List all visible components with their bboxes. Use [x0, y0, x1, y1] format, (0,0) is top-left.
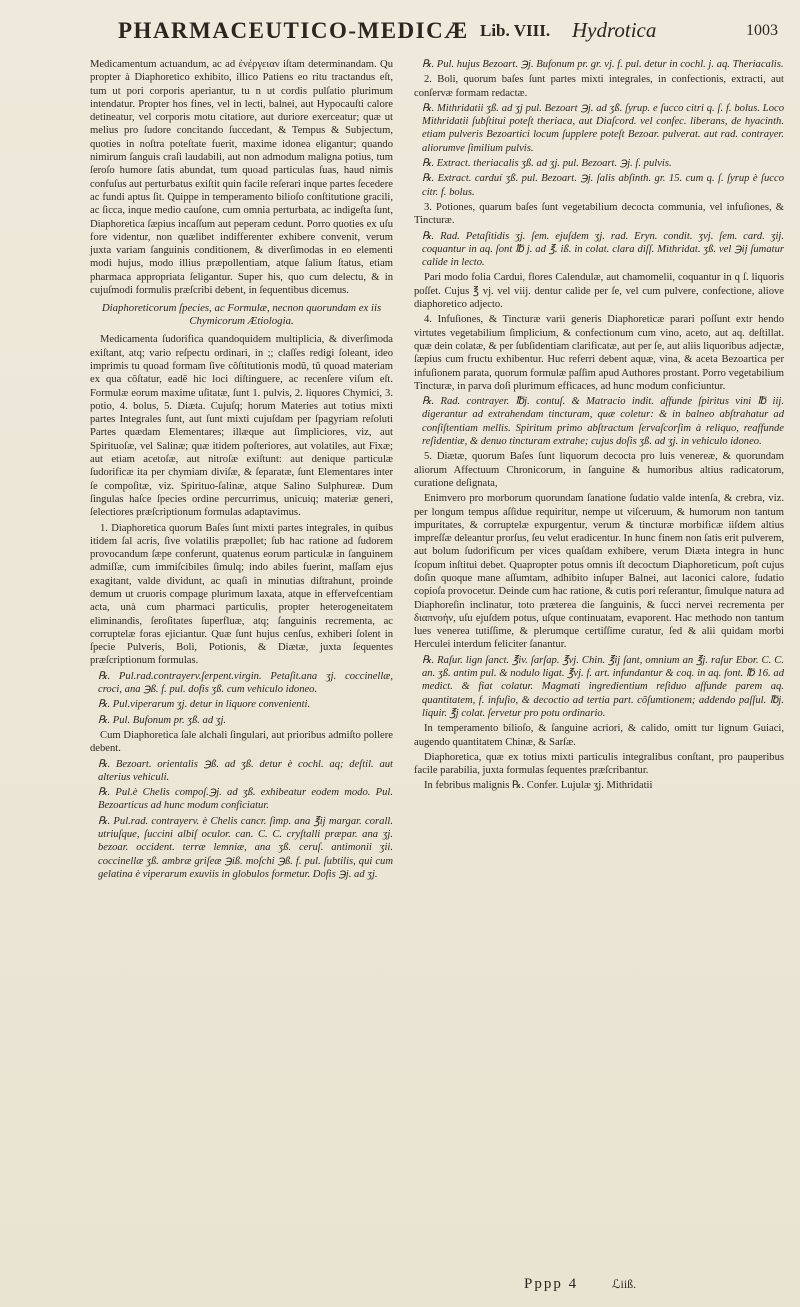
prescription: ℞. Pul.rad. contrayerv. è Chelis cancr. ſimp. ana ℥ij margar. corall. utriuſque, ſuccini albiſ oculor. can. C. C. cryſtalli præpar. ana ʒj. bezoar. occident. terræ lemniæ, ana ʒß. ceruſ. antimonii ʒii. coccinellæ ʒß. ambræ griſeæ ℈iß. moſchi ℈ß. f. pul. ſubtilis, qui cum gelatina è viperarum exuviis in globulos formetur. Dofis ℈j. ad ʒj. [98, 815, 393, 880]
prescription: ℞. Pul.è Chelis compoſ.℈j. ad ʒß. exhibeatur eodem modo. Pul. Bezoarticus ad hunc modum conficiatur. [98, 787, 393, 812]
left-column [90, 58, 393, 883]
paragraph: Medicamenta ſudorifica quandoquidem multiplicia, & diverſimoda exiſtant, atq; vario reſpectu ordinari, in ;; claſſes redigi ſoleant, ideo imprimis tu quoad formam ſive cõſtitutionis modũ, tũ quoad materiam ex qua cõſtatur, eadẽ hic loci diſtinguere, ac recenſere viſum eſt. Formulæ eorum maxime uſitatæ, ſunt 1. pulvis, 2. liquores Chymici, 3. potio, 4. bolus, 5. Diæta. Cujuſq; horum Materies aut totius mixti partes Integrales ſunt, aut ſunt mixti cujuſdam per ſpagyriam reſoluti Partes quædam Elementares; illæque aut ſimpliciores, viz, aut Spirituoſæ, vel Salinæ; quæ itidem poſteriores, aut volatiles, aut Fixæ; aut etiam acetoſæ, aut nitroſæ exiſtunt: aut denique particulæ ſudorificæ ita per chymiam diviſæ, & ſeparatæ, ſunt Elementares inter ſe compoſitæ, viz. Spirituo-ſalinæ, atque Salino Sulphureæ. Dum ſingulas haſce ſpecies ordine percurrimus, unicuiq; materiæ generi, ſelectiores præſcriptionum formulas adaptavimus. [90, 334, 393, 519]
prescription: ℞. Rad. Petaſitidis ʒj. ſem. ejuſdem ʒj. rad. Eryn. condit. ʒvj. ſem. card. ʒij. coquantur in aq. ſont ℔ j. ad ℥. iß. in colat. clara diſſ. Mithridat. ʒß. vel ℈ij ſumatur calide in lecto. [422, 230, 784, 269]
prescription: ℞. Pul.viperarum ʒj. detur in liquore convenienti. [98, 699, 311, 711]
paragraph: 2. Boli, quorum baſes ſunt partes mixti integrales, in confectionis, extracti, aut conſervæ formam redactæ. [414, 74, 784, 99]
prescription: ℞. Rad. contrayer. ℔j. contuſ. & Matracio indit. affunde ſpiritus vini ℔ iij. digerantur ad extrahendam tincturam, quæ coletur: & in balneo abſtrahatur ad conſiſtentiam mellis. Spiritum primo abſtractum ſervaſcorſim à reliquo, reaffunde reſidentiæ, & denuo tincturam extrahe; cujus doſis ʒß. ad ʒj. in vehiculo idoneo. [422, 396, 784, 448]
page-header [0, 10, 800, 64]
paragraph: In temperamento bilioſo, & ſanguine acriori, & calido, omitt tur lignum Guiaci, augendo quantitatem Chinæ, & Sarſæ. [414, 723, 784, 748]
prescription: ℞. Pul. Bufonum pr. ʒß. ad ʒj. [98, 714, 227, 726]
prescription: ℞. Extract. carduí ʒß. pul. Bezoart. ℈j. ſalis abſinth. gr. 15. cum q. ſ. ſyrup è ſucco citr. f. bolus. [422, 173, 784, 198]
page-footer [524, 1276, 636, 1293]
running-title: PHARMACEUTICO-MEDICÆ [118, 18, 469, 43]
prescription: ℞. Extract. theriacalis ʒß. ad ʒj. pul. Bezoart. ℈j. f. pulvis. [422, 158, 672, 170]
section-title: Hydrotica [572, 18, 657, 42]
paragraph: 3. Potiones, quarum baſes ſunt vegetabilium decocta communia, vel infuſiones, & Tincturæ. [414, 201, 784, 227]
prescription: ℞. Bezoart. orientalis ℈ß. ad ʒß. detur è cochl. aq; deſtil. aut alterius vehiculi. [98, 758, 393, 783]
prescription: ℞. Pul.rad.contrayerv.ſerpent.virgin. Petaſit.ana ʒj. coccinellæ, croci, ana ℈ß. f. pul. dofis ʒß. cum vehiculo idoneo. [98, 670, 393, 696]
prescription: ℞. Raſur. lign ſanct. ℥iv. ſarſap. ℥vj. Chin. ℥ij ſant, omnium an ℥j. raſur Ebor. C. C. an. ʒß. antim pul. & nodulo ligat. ℥vj. f. art. infundantur & coq. in aq. font. ℔ 16. ad medict. & fiat colatur. Magmati ingredientium reſiduo affunde parem aq. quantitatem, f. infuſio, & decoctio ad tertia part. cõſumtionem; addendo paſſul. ℔j. liquir. ℥j colat. ſervetur pro potu ordinario. [422, 654, 784, 719]
prescription: ℞. Mithridatii ʒß. ad ʒj pul. Bezoart ℈j. ad ʒß. ſyrup. e ſucco citri q. ſ. f. bolus. Loco Mithridatii ſubſtitui poteſt theriaca, aut Diaſcord. vel confec. liberans, de hyacinth. etiam pulveris Bezoartici locum ſupplere poteſt Bezoar. pulverat. aut rad. contrayer. aliorumve ſimilium pulvis. [422, 102, 784, 154]
paragraph: Medicamentum actuandum, ac ad ἐνέργειαν iſtam determinandam. Qu propter à Diaphoretico exhibito, illico Patiens eo ritu tractandus eſt, tum ut pori corporis aperiantur, tu n ut cordis pulſatio plurimum intendatur. Propter hos fines, vel in lecti, balnei, aut Hypocauſti calore detineatur, vel corporis motu citatiore, aut duriore exerceatur; quæ ut melius pro ſudore concitando ſuccedant, & Tempus & Subjectum, quoties in noſtra poteſtate fuerit, maxime idonea eligantur; quando nimirum ſanguis craſi laudabili, aut non admodum maligna potius, tum ſeroſo humore ſatis abundat, tum quoad particulas ſuas, haud nimis confuſus aut perturbatus exiſtit quin facile reſerari inque partes ſecedere ac fundi aptus ſit. Quippe in temperamento bilioſo conſtitutione gracili, ac ſicca, inque medio cauſone, cum omnia perturbata, ac indigeſta ſunt, Diaphoretica ſæpius incaſſum aut peperam cedunt. Porro quoties ex uſu fore videntur, non quælibet indifferenter exhibere convenit, verum juxta variam ſanguinis conditionem, & diverſimodas in eo elementi modi hujus, modo illius præpollentiam, atque ſalium ſtatus, etiam pharmaca appropriata ſeligantur. Super his, quo cum delectu, & in cujuſmodi formulis præſcribi debent, in ſequentibus dicemus. [90, 59, 393, 297]
paragraph: 5. Diætæ, quorum Baſes ſunt liquorum decocta pro luis venereæ, & quorundam aliorum Affectuum Chronicorum, in ſanguine & humoribus altius radicatorum, curatione deſignata, [414, 451, 784, 489]
paragraph: In febribus malignis ℞. Confer. Lujulæ ʒj. Mithridatii [424, 780, 653, 792]
prescription: ℞. Pul. hujus Bezoart. ℈j. Bufonum pr. gr. vj. f. pul. detur in cochl. j. aq. Theriacalis. [422, 59, 784, 70]
signature-mark: Pppp 4 [524, 1276, 579, 1292]
paragraph: 4. Infuſiones, & Tincturæ varii generis Diaphoreticæ parari poſſunt extr hendo virtutes vegetabilium ſimplicium, & confectionum cum vino, aceto, aut aq. deſtillat. quæ dein colatæ, & per ſubſidentiam clarificatæ, aut per ſe, aut aliis liquoribus adjectæ, ſæpius cum fructu exhibentur. Huc referri debent aquæ, vina, & aceta Bezoartica per infuſionem parata, quorum formulæ paſſim apud Authores prostant. Porro vegetabilium Tincturæ, in parva doſi plurimum efficaces, ad hunc modum conficiuntur. [414, 314, 784, 392]
paragraph: Enimvero pro morborum quorundam ſanatione ſudatio valde intenſa, & crebra, viz. per longum tempus aſſidue requiritur, nempe ut viſceruum, & humorum non tantum impuritates, & corruptelæ expurgentur, verum & tincturæ morbificæ iiſdem altius impreſſæ deleantur prorſus, ſeu velut eradicentur. In hunc finem non ſatis erit pulverem, aut bolum ſudorificum per vices quaſdam exhibere, verum Diæta integra in hunc ſcopum inſtitui debet. Quapropter potus omnis iſt decoctum Diaphoreticum, poſt cujus doſin quoque mane aſſumtam, adhibito inſuper Balnei, aut laconici calore, ſudatio copioſa provocetur. Deinde cum hac ratione, & cutis pori reſerantur, ſimulque natura ad Diaphoreſin inclinatur, toto præterea die ſanguinis, & ſucci nervei recrementa per διαπνοὴν, uſu ejuſdem potus, uſque continuatam, evaporent. Hac methodo non tantum lues venerea tutiſſime, & plerumque certiſſime curatur, ſed & alii quidam morbi Herculei interdum feliciter ſanantur. [414, 493, 784, 651]
paragraph: 1. Diaphoretica quorum Baſes ſunt mixti partes integrales, in quibus itidem ſal acris, ſive volatilis præpollet; ſub hac ratione ad ſudorem provocandum ſæpe conferunt, quatenus eorum particulæ in ſanguinem admiſſæ, cum immiſcibiles ſimulq; indo abiles fuerint, maſſam ejus exagitant, valde dividunt, ac quaſi in minutias diſtrahunt, proinde demum ut cruoris compage plurimum laxata, atque in effervefcentiam acta, unà cum pharmaci particulis, propter heterogeneitatem eliminandis, ſeroſitates ſuperfluæ, atq; ſanguinis recrementa, ac corruptelæ foras ejiciantur. Quæ ſunt hujus cenſus, exhiberi ſolent in ſpecie Pulveris, Boli, Potionis, & Diætæ, juxta ſequentes præſcriptionum formulas. [90, 522, 393, 667]
right-column [414, 58, 784, 795]
book-number: Lib. VIII. [480, 21, 551, 40]
paragraph: Pari modo folia Cardui, flores Calendulæ, aut chamomelii, coquantur in q ſ. liquoris poſſet. Cujus ℥ vj. vel viij. dentur calide per ſe, vel cum pulvere, confectione, aliove diaphoretico adjecto. [414, 272, 784, 311]
section-heading: Diaphoreticorum ſpecies, ac Formulæ, necnon quorundam ex iis Chymicorum Ætiologia. [101, 302, 382, 328]
catchword: ℒiiß. [611, 1277, 637, 1291]
paragraph: Cum Diaphoretica ſale alchali ſingulari, aut prioribus admiſto pollere debent. [90, 729, 393, 755]
page-number: 1003 [746, 22, 778, 39]
paragraph: Diaphoretica, quæ ex totius mixti particulis integralibus conſtant, pro pauperibus facile parabilia, juxta formulas ſequentes præſcribantur. [414, 751, 784, 777]
